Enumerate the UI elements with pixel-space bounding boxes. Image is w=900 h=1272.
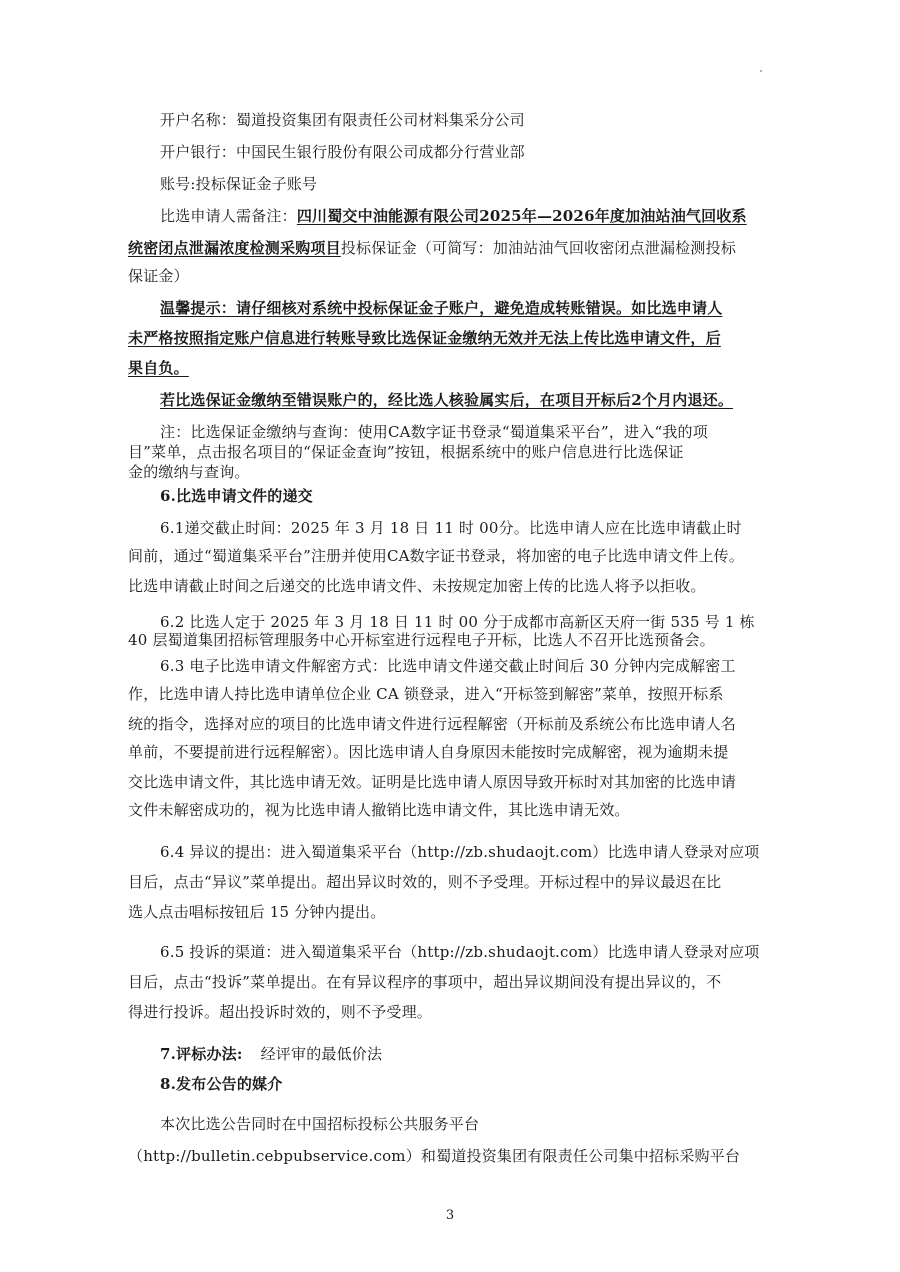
s6-p1-line-3: 比选申请截止时间之后递交的比选申请文件、未按规定加密上传的比选人将予以拒收。 bbox=[128, 577, 706, 595]
s6-p3-line-5: 交比选申请文件，其比选申请无效。证明是比选申请人原因导致开标时对其加密的比选申请 bbox=[128, 773, 737, 791]
s6-p4-line-1: 6.4 异议的提出：进入蜀道集采平台（http://zb.shudaojt.com）比选申请人登录对应项 bbox=[160, 843, 760, 861]
section-7 bbox=[160, 1044, 768, 1064]
s6-p1-line-1: 6.1递交截止时间：2025 年 3 月 18 日 11 时 00分。比选申请人应在比选申请截止时 bbox=[160, 519, 742, 537]
section-7-value: 经评审的最低价法 bbox=[260, 1045, 383, 1063]
s8-line-2: （http://bulletin.cebpubservice.com）和蜀道投资集团有限责任公司集中招标采购平台 bbox=[128, 1147, 741, 1165]
s6-p5-line-2: 目后，点击“投诉”菜单提出。在有异议程序的事项中，超出异议期间没有提出异议的，不 bbox=[128, 973, 722, 991]
remark-line-3: 保证金） bbox=[128, 267, 189, 285]
s6-p2-line-1: 6.2 比选人定于 2025 年 3 月 18 日 11 时 00 分于成都市高新区天府一街 535 号 1 栋 bbox=[160, 613, 755, 631]
s6-p3-line-3: 统的指令，选择对应的项目的比选申请文件进行远程解密（开标前及系统公布比选申请人名 bbox=[128, 715, 737, 733]
section-6-heading: 6.比选申请文件的递交 bbox=[160, 487, 313, 505]
page-number: 3 bbox=[445, 1208, 455, 1223]
remark-lead: 比选申请人需备注： bbox=[160, 207, 297, 225]
note-line-1: 注：比选保证金缴纳与查询：使用CA数字证书登录“蜀道集采平台”，进入“我的项 bbox=[160, 423, 708, 441]
section-8-heading: 8.发布公告的媒介 bbox=[160, 1075, 283, 1093]
s6-p4-line-3: 选人点击唱标按钮后 15 分钟内提出。 bbox=[128, 903, 386, 921]
s6-p4-line-2: 目后，点击“异议”菜单提出。超出异议时效的，则不予受理。开标过程中的异议最迟在比 bbox=[128, 873, 722, 891]
remark-line-2 bbox=[128, 238, 768, 258]
account-number: 账号:投标保证金子账号 bbox=[160, 175, 318, 193]
s6-p5-line-1: 6.5 投诉的渠道：进入蜀道集采平台（http://zb.shudaojt.com）比选申请人登录对应项 bbox=[160, 943, 760, 961]
warning-line-3: 果自负。 bbox=[128, 359, 189, 377]
note-line-3: 金的缴纳与查询。 bbox=[128, 463, 250, 481]
s6-p3-line-1: 6.3 电子比选申请文件解密方式：比选申请文件递交截止时间后 30 分钟内完成解密工 bbox=[160, 657, 736, 675]
s6-p1-line-2: 间前，通过“蜀道集采平台”注册并使用CA数字证书登录，将加密的电子比选申请文件上传。 bbox=[128, 547, 745, 565]
note-line-2: 目”菜单，点击报名项目的“保证金查询”按钮，根据系统中的账户信息进行比选保证 bbox=[128, 443, 684, 461]
remark-project-1: 四川蜀交中油能源有限公司2025年—2026年度加油站油气回收系 bbox=[296, 207, 747, 225]
remark-project-2: 统密闭点泄漏浓度检测采购项目 bbox=[128, 239, 341, 257]
s6-p3-line-6: 文件未解密成功的，视为比选申请人撤销比选申请文件，其比选申请无效。 bbox=[128, 801, 630, 819]
warning-line-1: 温馨提示：请仔细核对系统中投标保证金子账户，避免造成转账错误。如比选申请人 bbox=[160, 299, 723, 317]
s6-p3-line-2: 作，比选申请人持比选申请单位企业 CA 锁登录，进入“开标签到解密”菜单，按照开标系 bbox=[128, 685, 724, 703]
s6-p2-line-2: 40 层蜀道集团招标管理服务中心开标室进行远程电子开标，比选人不召开比选预备会。 bbox=[128, 631, 715, 649]
warning-line-4: 若比选保证金缴纳至错误账户的，经比选人核验属实后，在项目开标后2个月内退还。 bbox=[160, 391, 734, 409]
account-bank: 开户银行：中国民生银行股份有限公司成都分行营业部 bbox=[160, 143, 525, 161]
scan-speck bbox=[760, 70, 762, 72]
remark-line-1 bbox=[160, 206, 768, 226]
remark-tail-2: 投标保证金（可简写：加油站油气回收密闭点泄漏检测投标 bbox=[340, 239, 737, 257]
warning-line-2: 未严格按照指定账户信息进行转账导致比选保证金缴纳无效并无法上传比选申请文件，后 bbox=[128, 329, 721, 347]
account-name: 开户名称：蜀道投资集团有限责任公司材料集采分公司 bbox=[160, 111, 525, 129]
section-7-heading: 7.评标办法: bbox=[160, 1045, 243, 1063]
s6-p3-line-4: 单前，不要提前进行远程解密）。因比选申请人自身原因未能按时完成解密，视为逾期未提 bbox=[128, 743, 729, 761]
s6-p5-line-3: 得进行投诉。超出投诉时效的，则不予受理。 bbox=[128, 1003, 433, 1021]
s8-line-1: 本次比选公告同时在中国招标投标公共服务平台 bbox=[160, 1115, 480, 1133]
